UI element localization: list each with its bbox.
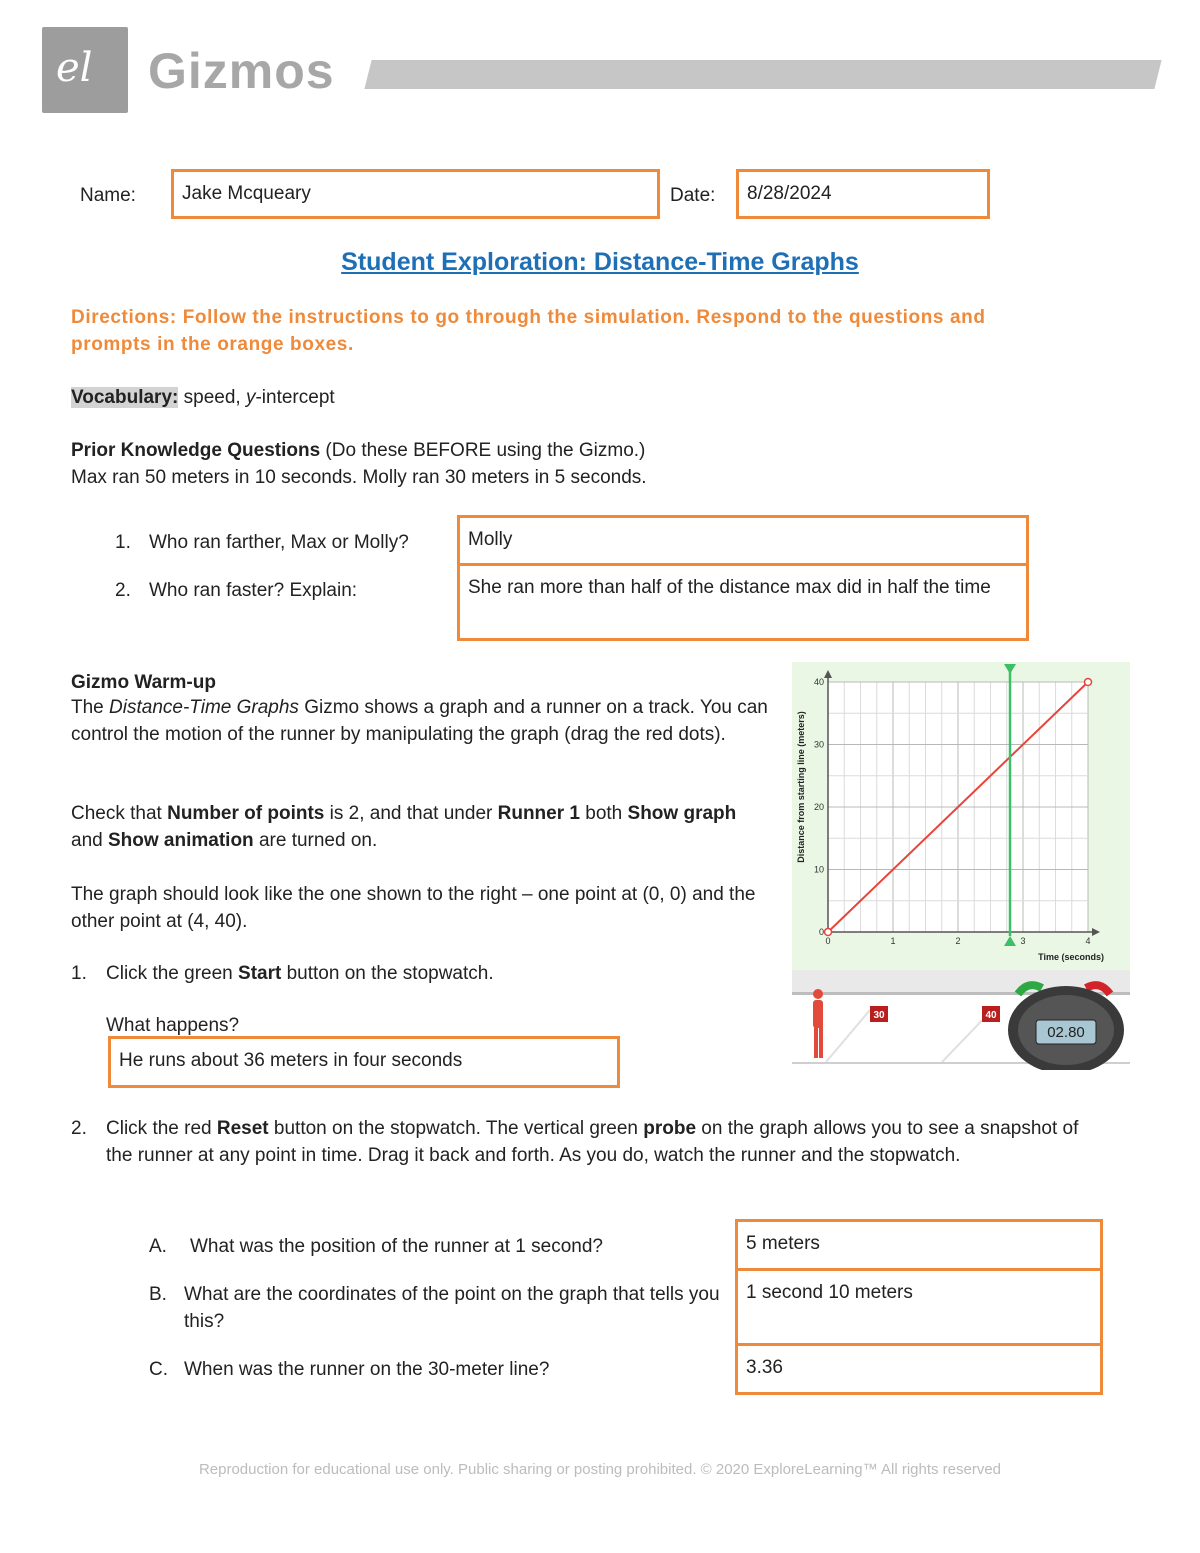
q1-answer[interactable]: Molly [457, 515, 1029, 566]
q1-number: 1. [115, 532, 131, 553]
q2-number: 2. [115, 580, 131, 601]
y-tick-label: 10 [813, 864, 824, 875]
vocabulary-label: Vocabulary: [71, 387, 179, 408]
distance-time-chart [792, 662, 1130, 970]
name-label: Name: [80, 185, 136, 206]
qa-answer[interactable]: 5 meters [735, 1219, 1103, 1271]
marker-40 [982, 1006, 1000, 1022]
warmup-paragraph-2: Check that Number of points is 2, and that under Runner 1 both Show graph and Show animation are turned on. [71, 803, 737, 851]
track-scene [792, 970, 1130, 1070]
step2-number: 2. [71, 1118, 87, 1139]
x-axis-label: Time (seconds) [1038, 952, 1104, 962]
step2-text: Click the red Reset button on the stopwatch. The vertical green probe on the graph allows you to see a snapshot of the runner at any point in time. Drag it back and forth. As you do, watch the runner and the stopwatch. [106, 1118, 1079, 1166]
svg-text:30: 30 [873, 1010, 885, 1021]
qb-text: What are the coordinates of the point on the graph that tells you this? [184, 1284, 720, 1332]
stopwatch [1008, 985, 1124, 1070]
qc-text: When was the runner on the 30-meter line? [184, 1359, 550, 1380]
qa-number: A. [149, 1236, 167, 1257]
warmup-paragraph-3: The graph should look like the one shown to the right – one point at (0, 0) and the other point at (4, 40). [71, 884, 756, 932]
date-field[interactable]: 8/28/2024 [736, 169, 990, 219]
probe-handle-bottom[interactable] [1004, 936, 1016, 946]
svg-text:40: 40 [985, 1010, 997, 1021]
qa-text: What was the position of the runner at 1 second? [190, 1236, 603, 1257]
runner-figure [813, 989, 823, 1058]
y-tick-label: 30 [813, 739, 824, 750]
probe-handle-top[interactable] [1004, 664, 1016, 674]
x-tick-label: 0 [825, 936, 831, 946]
brand-name: Gizmos [148, 43, 335, 99]
step1-answer[interactable]: He runs about 36 meters in four seconds [108, 1036, 620, 1088]
data-point[interactable] [1085, 679, 1092, 686]
header-bar [364, 60, 1161, 89]
y-tick-label: 40 [813, 677, 824, 687]
q2-text: Who ran faster? Explain: [149, 580, 358, 601]
step1-question: What happens? [106, 1015, 240, 1036]
vocabulary: Vocabulary: speed, y-intercept [71, 387, 335, 408]
stopwatch-readout: 02.80 [1047, 1024, 1085, 1041]
qc-answer[interactable]: 3.36 [735, 1343, 1103, 1395]
x-tick-label: 1 [890, 936, 896, 946]
x-tick-label: 4 [1085, 936, 1091, 946]
y-tick-label: 20 [813, 802, 824, 812]
y-tick-label: 0 [818, 927, 824, 937]
qb-number: B. [149, 1284, 167, 1305]
date-label: Date: [670, 185, 716, 206]
x-tick-label: 3 [1020, 936, 1026, 946]
warmup-heading: Gizmo Warm-up [71, 672, 216, 693]
directions: Directions: Follow the instructions to go through the simulation. Respond to the questions and prompts in the orange boxes. [71, 307, 986, 355]
step1-number: 1. [71, 963, 87, 984]
name-field[interactable]: Jake Mcqueary [171, 169, 660, 219]
y-axis-label: Distance from starting line (meters) [796, 711, 806, 863]
track-area [792, 970, 1130, 1070]
marker-30 [870, 1006, 888, 1022]
x-tick-label: 2 [955, 936, 961, 946]
prior-heading: Prior Knowledge Questions (Do these BEFORE using the Gizmo.) [71, 440, 646, 461]
warmup-paragraph-1: The Distance-Time Graphs Gizmo shows a graph and a runner on a track. You can control the motion of the runner by manipulating the graph (drag the red dots). [71, 697, 768, 745]
q1-text: Who ran farther, Max or Molly? [149, 532, 409, 553]
step1-text: Click the green Start button on the stopwatch. [106, 963, 494, 984]
q2-answer[interactable]: She ran more than half of the distance max did in half the time [457, 563, 1029, 641]
data-point[interactable] [825, 929, 832, 936]
y-axis-arrow [824, 670, 832, 678]
page-title: Student Exploration: Distance-Time Graphs [341, 248, 859, 276]
footer: Reproduction for educational use only. Public sharing or posting prohibited. © 2020 ExploreLearning™ All rights reserved [198, 1461, 1002, 1478]
qc-number: C. [149, 1359, 168, 1380]
prior-intro: Max ran 50 meters in 10 seconds. Molly ran 30 meters in 5 seconds. [71, 467, 647, 488]
qb-answer[interactable]: 1 second 10 meters [735, 1268, 1103, 1346]
gizmos-logo: el [42, 27, 128, 113]
x-axis-arrow [1092, 928, 1100, 936]
